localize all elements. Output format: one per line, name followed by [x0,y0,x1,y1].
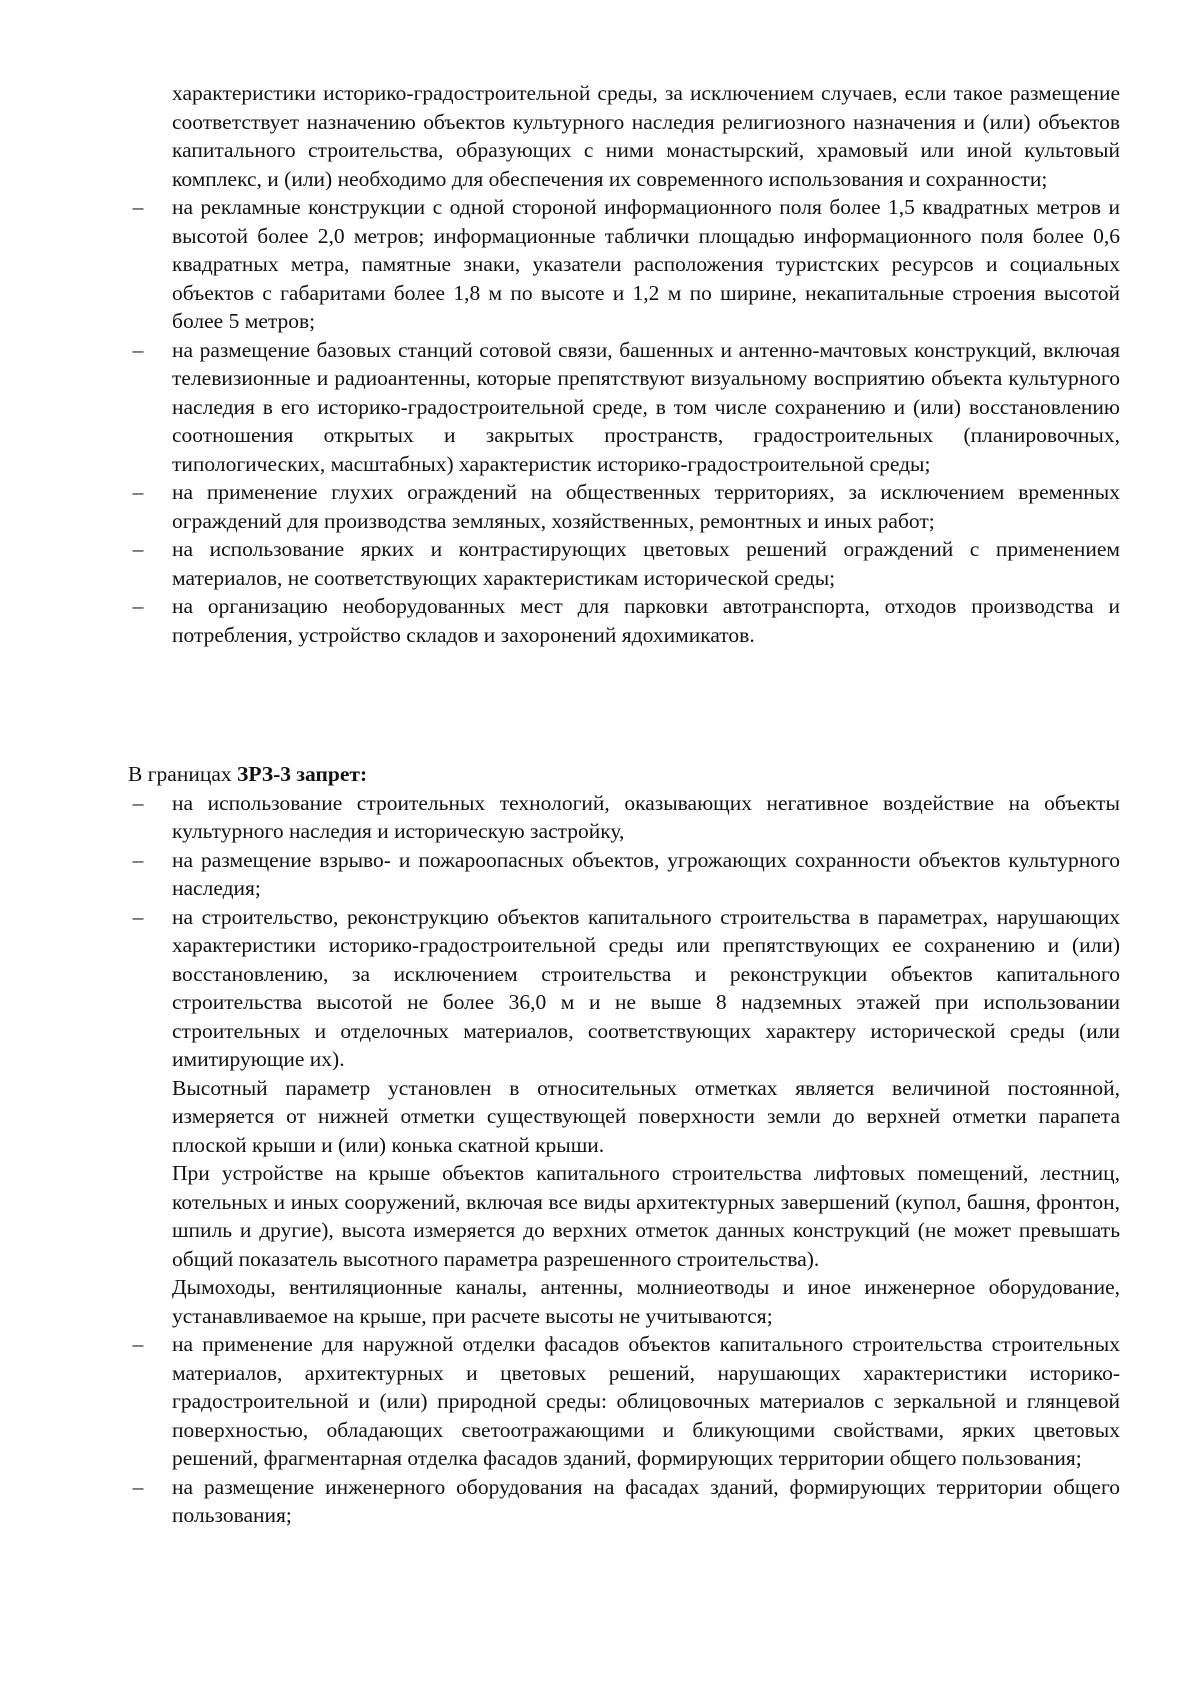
list-item-text: на размещение взрыво- и пожароопасных объектов, угрожающих сохранности объектов культурного наследия; [172,847,1120,900]
list-item-text: на использование строительных технологий, оказывающих негативное воздействие на объекты культурного наследия и историческую застройку, [172,790,1120,843]
list-item-text: на строительство, реконструкцию объектов капитального строительства в параметрах, нарушающих характеристики историко-градостроительной среды или препятствующих ее сохранению и (или) восстановлению, за исключением строительства и реконструкции объектов капитального строительства высотой не более 36,0 м и не выше 8 надземных этажей при использовании строительных и отделочных материалов, соответствующих характеру исторической среды (или имитирующие их). [172,904,1120,1071]
continuation-paragraph: характеристики историко-градостроительной среды, за исключением случаев, если такое размещение соответствует назначению объектов культурного наследия религиозного назначения и (или) объектов капитального строительства, образующих с ними монастырский, храмовый или иной культовый комплекс, и (или) необходимо для обеспечения их современного использования и сохранности; [172,81,1120,191]
zr3-heading-prefix: В границах [128,762,238,786]
dash-bullet: – [132,790,144,815]
height-paragraph: Дымоходы, вентиляционные каналы, антенны, молниеотводы и иное инженерное оборудование, устанавливаемое на крыше, при расчете высоты не учитываются; [172,1275,1120,1328]
list-item-text: на размещение базовых станций сотовой связи, башенных и антенно-мачтовых конструкций, включая телевизионные и радиоантенны, которые препятствуют визуальному восприятию объекта культурного наследия в его историко-градостроительной среде, в том числе сохранению и (или) восстановлению соотношения открытых и закрытых пространств, градостроительных (планировочных, типологических, масштабных) характеристик историко-градостроительной среды; [172,337,1120,476]
list-item [128,478,1120,535]
list-item [128,846,1120,903]
list-item [128,1473,1120,1530]
list-item-text: на рекламные конструкции с одной стороной информационного поля более 1,5 квадратных метров и высотой более 2,0 метров; информационные таблички площадью информационного поля более 0,6 квадратных метра, памятные знаки, указатели расположения туристских ресурсов и социальных объектов с габаритами более 1,8 м по высоте и 1,2 м по ширине, некапитальные строения высотой более 5 метров; [172,195,1120,333]
list-item [128,535,1120,592]
dash-bullet: – [132,1332,144,1356]
zr3-heading-bold: ЗРЗ-3 запрет: [237,762,368,786]
list-item-text: на размещение инженерного оборудования на фасадах зданий, формирующих территории общего пользования; [172,1474,1120,1527]
list-item [128,336,1120,479]
dash-bullet: – [132,537,144,561]
dash-bullet: – [132,594,144,618]
list-item-text: на организацию необорудованных мест для парковки автотранспорта, отходов производства и потребления, устройство складов и захоронений ядохимикатов. [172,594,1120,647]
list-item-text: на применение глухих ограждений на общественных территориях, за исключением временных ограждений для производства земляных, хозяйственных, ремонтных и иных работ; [172,480,1120,533]
list-item [128,789,1120,846]
zr3-heading [128,760,1120,789]
list-item [128,903,1120,1074]
list-item [128,592,1120,649]
dash-bullet: – [132,195,144,219]
height-paragraph: При устройстве на крыше объектов капитального строительства лифтовых помещений, лестниц, котельных и иных сооружений, включая все виды архитектурных завершений (купол, башня, фронтон, шпиль и другие), высота измеряется до верхних отметок данных конструкций (не может превышать общий показатель высотного параметра разрешенного строительства). [172,1161,1120,1271]
height-paragraph: Высотный параметр установлен в относительных отметках является величиной постоянной, измеряется от нижней отметки существующей поверхности земли до верхней отметки парапета плоской крыши и (или) конька скатной крыши. [172,1075,1120,1157]
dash-bullet: – [132,847,144,872]
list-item [128,193,1120,336]
list-item-text: на применение для наружной отделки фасадов объектов капитального строительства строительных материалов, архитектурных и цветовых решений, нарушающих характеристики историко-градостроительной и (или) природной среды: облицовочных материалов с зеркальной и глянцевой поверхностью, обладающих светоотражающими и бликующими свойствами, ярких цветовых решений, фрагментарная отделка фасадов зданий, формирующих территории общего пользования; [172,1332,1120,1470]
dash-bullet: – [132,337,144,362]
list-item [128,1330,1120,1473]
list-item-text: на использование ярких и контрастирующих цветовых решений ограждений с применением материалов, не соответствующих характеристикам исторической среды; [172,537,1120,590]
dash-bullet: – [132,904,144,929]
dash-bullet: – [132,1474,144,1499]
zr3-section [128,760,1120,1530]
dash-bullet: – [132,480,144,504]
restrictions-continued-section [128,79,1120,649]
